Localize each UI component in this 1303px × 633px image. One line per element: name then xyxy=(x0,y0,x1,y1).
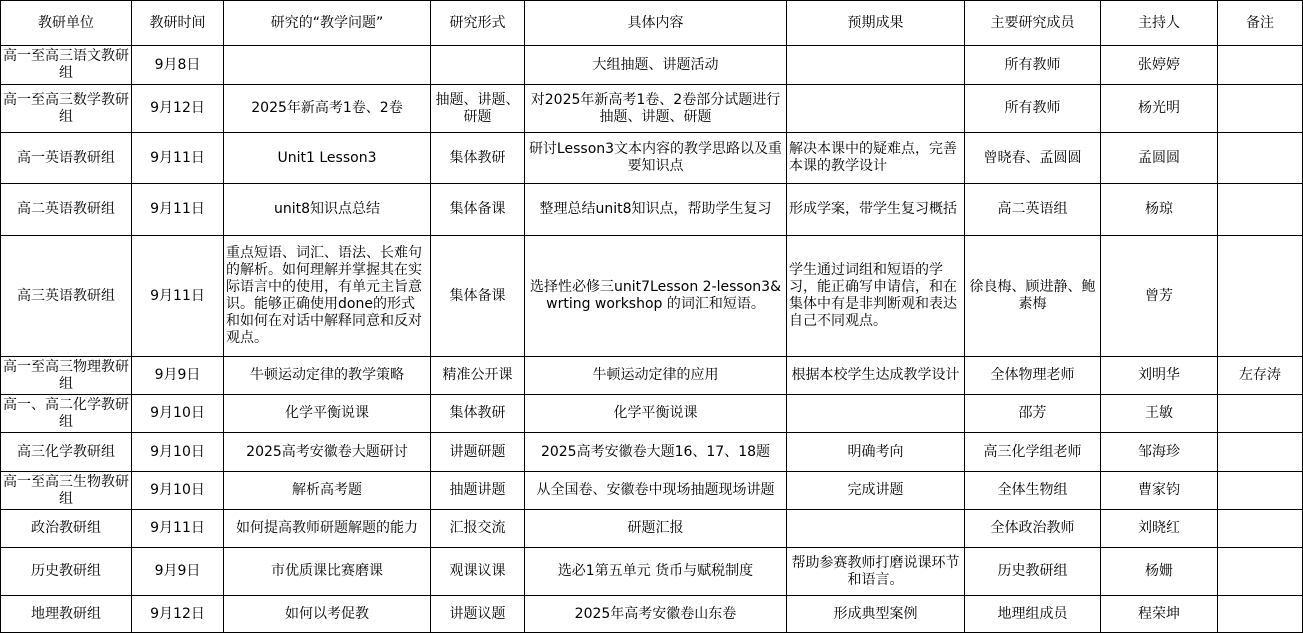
cell-note xyxy=(1218,85,1303,133)
table-row xyxy=(1,596,1303,633)
cell-members: 全体政治教师 xyxy=(965,510,1101,548)
header-host: 主持人 xyxy=(1101,1,1218,46)
cell-host: 邹海珍 xyxy=(1101,433,1218,472)
cell-note xyxy=(1218,472,1303,510)
cell-time: 9月12日 xyxy=(132,85,224,133)
cell-problem: 解析高考题 xyxy=(224,472,431,510)
cell-content: 整理总结unit8知识点，帮助学生复习 xyxy=(525,184,787,236)
cell-members: 所有教师 xyxy=(965,46,1101,85)
cell-content: 研讨Lesson3文本内容的教学思路以及重要知识点 xyxy=(525,133,787,184)
cell-result: 根据本校学生达成教学设计 xyxy=(787,357,965,395)
cell-members: 曾晓春、孟圆圆 xyxy=(965,133,1101,184)
cell-result xyxy=(787,395,965,433)
cell-form xyxy=(431,46,525,85)
table-row xyxy=(1,510,1303,548)
cell-unit: 政治教研组 xyxy=(1,510,132,548)
cell-result: 完成讲题 xyxy=(787,472,965,510)
cell-note xyxy=(1218,596,1303,633)
table-row xyxy=(1,472,1303,510)
cell-result: 解决本课中的疑难点，完善本课的教学设计 xyxy=(787,133,965,184)
cell-problem: 2025年新高考1卷、2卷 xyxy=(224,85,431,133)
cell-host: 王敏 xyxy=(1101,395,1218,433)
cell-content: 大组抽题、讲题活动 xyxy=(525,46,787,85)
cell-result xyxy=(787,85,965,133)
cell-problem: 重点短语、词汇、语法、长难句的解析。如何理解并掌握其在实际语言中的使用，有单元主旨意识。能够正确使用done的形式和如何在对话中解释同意和反对观点。 xyxy=(224,236,431,357)
cell-time: 9月9日 xyxy=(132,357,224,395)
cell-content: 选必1第五单元 货币与赋税制度 xyxy=(525,548,787,596)
cell-members: 历史教研组 xyxy=(965,548,1101,596)
cell-problem: 如何以考促教 xyxy=(224,596,431,633)
cell-members: 全体物理老师 xyxy=(965,357,1101,395)
cell-content: 从全国卷、安徽卷中现场抽题现场讲题 xyxy=(525,472,787,510)
cell-time: 9月12日 xyxy=(132,596,224,633)
cell-content: 化学平衡说课 xyxy=(525,395,787,433)
cell-content: 选择性必修三unit7Lesson 2-lesson3&wrting workshop 的词汇和短语。 xyxy=(525,236,787,357)
header-time: 教研时间 xyxy=(132,1,224,46)
cell-form: 讲题研题 xyxy=(431,433,525,472)
cell-form: 抽题、讲题、研题 xyxy=(431,85,525,133)
cell-unit: 高二英语教研组 xyxy=(1,184,132,236)
table-row xyxy=(1,133,1303,184)
cell-note xyxy=(1218,548,1303,596)
cell-members: 高二英语组 xyxy=(965,184,1101,236)
cell-result: 形成学案，带学生复习概括 xyxy=(787,184,965,236)
cell-form: 集体教研 xyxy=(431,395,525,433)
cell-note xyxy=(1218,184,1303,236)
cell-time: 9月9日 xyxy=(132,548,224,596)
cell-result: 学生通过词组和短语的学习，能正确写申请信，和在集体中有是非判断观和表达自己不同观点。 xyxy=(787,236,965,357)
cell-host: 程荣坤 xyxy=(1101,596,1218,633)
cell-unit: 高一、高二化学教研组 xyxy=(1,395,132,433)
cell-host: 曹家钧 xyxy=(1101,472,1218,510)
cell-members: 高三化学组老师 xyxy=(965,433,1101,472)
header-row xyxy=(1,1,1303,46)
cell-members: 徐良梅、顾进静、鲍素梅 xyxy=(965,236,1101,357)
cell-result: 形成典型案例 xyxy=(787,596,965,633)
cell-note xyxy=(1218,510,1303,548)
cell-members: 地理组成员 xyxy=(965,596,1101,633)
cell-form: 观课议课 xyxy=(431,548,525,596)
cell-time: 9月11日 xyxy=(132,133,224,184)
cell-unit: 高一英语教研组 xyxy=(1,133,132,184)
table-row xyxy=(1,433,1303,472)
table-row xyxy=(1,236,1303,357)
cell-form: 集体备课 xyxy=(431,236,525,357)
cell-host: 张婷婷 xyxy=(1101,46,1218,85)
cell-members: 全体生物组 xyxy=(965,472,1101,510)
cell-unit: 高三化学教研组 xyxy=(1,433,132,472)
cell-problem: 化学平衡说课 xyxy=(224,395,431,433)
cell-note xyxy=(1218,236,1303,357)
cell-form: 抽题讲题 xyxy=(431,472,525,510)
table-row xyxy=(1,46,1303,85)
cell-problem: 市优质课比赛磨课 xyxy=(224,548,431,596)
cell-host: 刘晓红 xyxy=(1101,510,1218,548)
cell-problem: 牛顿运动定律的教学策略 xyxy=(224,357,431,395)
cell-form: 精准公开课 xyxy=(431,357,525,395)
table-row xyxy=(1,548,1303,596)
cell-form: 集体教研 xyxy=(431,133,525,184)
cell-result xyxy=(787,46,965,85)
table-row xyxy=(1,184,1303,236)
cell-note: 左存涛 xyxy=(1218,357,1303,395)
cell-unit: 高三英语教研组 xyxy=(1,236,132,357)
cell-time: 9月11日 xyxy=(132,236,224,357)
header-form: 研究形式 xyxy=(431,1,525,46)
cell-content: 研题汇报 xyxy=(525,510,787,548)
cell-problem: Unit1 Lesson3 xyxy=(224,133,431,184)
table-row xyxy=(1,85,1303,133)
cell-form: 汇报交流 xyxy=(431,510,525,548)
cell-unit: 高一至高三物理教研组 xyxy=(1,357,132,395)
cell-problem: 2025高考安徽卷大题研讨 xyxy=(224,433,431,472)
table-row xyxy=(1,357,1303,395)
cell-form: 集体备课 xyxy=(431,184,525,236)
header-result: 预期成果 xyxy=(787,1,965,46)
cell-unit: 高一至高三生物教研组 xyxy=(1,472,132,510)
cell-time: 9月11日 xyxy=(132,510,224,548)
cell-time: 9月10日 xyxy=(132,472,224,510)
cell-content: 2025高考安徽卷大题16、17、18题 xyxy=(525,433,787,472)
cell-problem: unit8知识点总结 xyxy=(224,184,431,236)
cell-problem: 如何提高教师研题解题的能力 xyxy=(224,510,431,548)
cell-host: 孟圆圆 xyxy=(1101,133,1218,184)
cell-unit: 地理教研组 xyxy=(1,596,132,633)
header-note: 备注 xyxy=(1218,1,1303,46)
cell-unit: 高一至高三语文教研组 xyxy=(1,46,132,85)
cell-members: 所有教师 xyxy=(965,85,1101,133)
cell-content: 2025年高考安徽卷山东卷 xyxy=(525,596,787,633)
cell-form: 讲题议题 xyxy=(431,596,525,633)
cell-note xyxy=(1218,433,1303,472)
table-row xyxy=(1,395,1303,433)
cell-content: 对2025年新高考1卷、2卷部分试题进行抽题、讲题、研题 xyxy=(525,85,787,133)
cell-host: 杨琼 xyxy=(1101,184,1218,236)
cell-note xyxy=(1218,46,1303,85)
cell-unit: 高一至高三数学教研组 xyxy=(1,85,132,133)
header-problem: 研究的“教学问题” xyxy=(224,1,431,46)
cell-result xyxy=(787,510,965,548)
cell-result: 帮助参赛教师打磨说课环节和语言。 xyxy=(787,548,965,596)
cell-host: 杨姗 xyxy=(1101,548,1218,596)
cell-host: 刘明华 xyxy=(1101,357,1218,395)
cell-note xyxy=(1218,133,1303,184)
header-members: 主要研究成员 xyxy=(965,1,1101,46)
cell-content: 牛顿运动定律的应用 xyxy=(525,357,787,395)
cell-problem xyxy=(224,46,431,85)
cell-host: 杨光明 xyxy=(1101,85,1218,133)
cell-time: 9月11日 xyxy=(132,184,224,236)
cell-result: 明确考向 xyxy=(787,433,965,472)
table-body xyxy=(1,46,1303,633)
cell-time: 9月10日 xyxy=(132,395,224,433)
cell-time: 9月10日 xyxy=(132,433,224,472)
cell-host: 曾芳 xyxy=(1101,236,1218,357)
header-unit: 教研单位 xyxy=(1,1,132,46)
cell-note xyxy=(1218,395,1303,433)
cell-unit: 历史教研组 xyxy=(1,548,132,596)
cell-members: 邵芳 xyxy=(965,395,1101,433)
header-content: 具体内容 xyxy=(525,1,787,46)
cell-time: 9月8日 xyxy=(132,46,224,85)
